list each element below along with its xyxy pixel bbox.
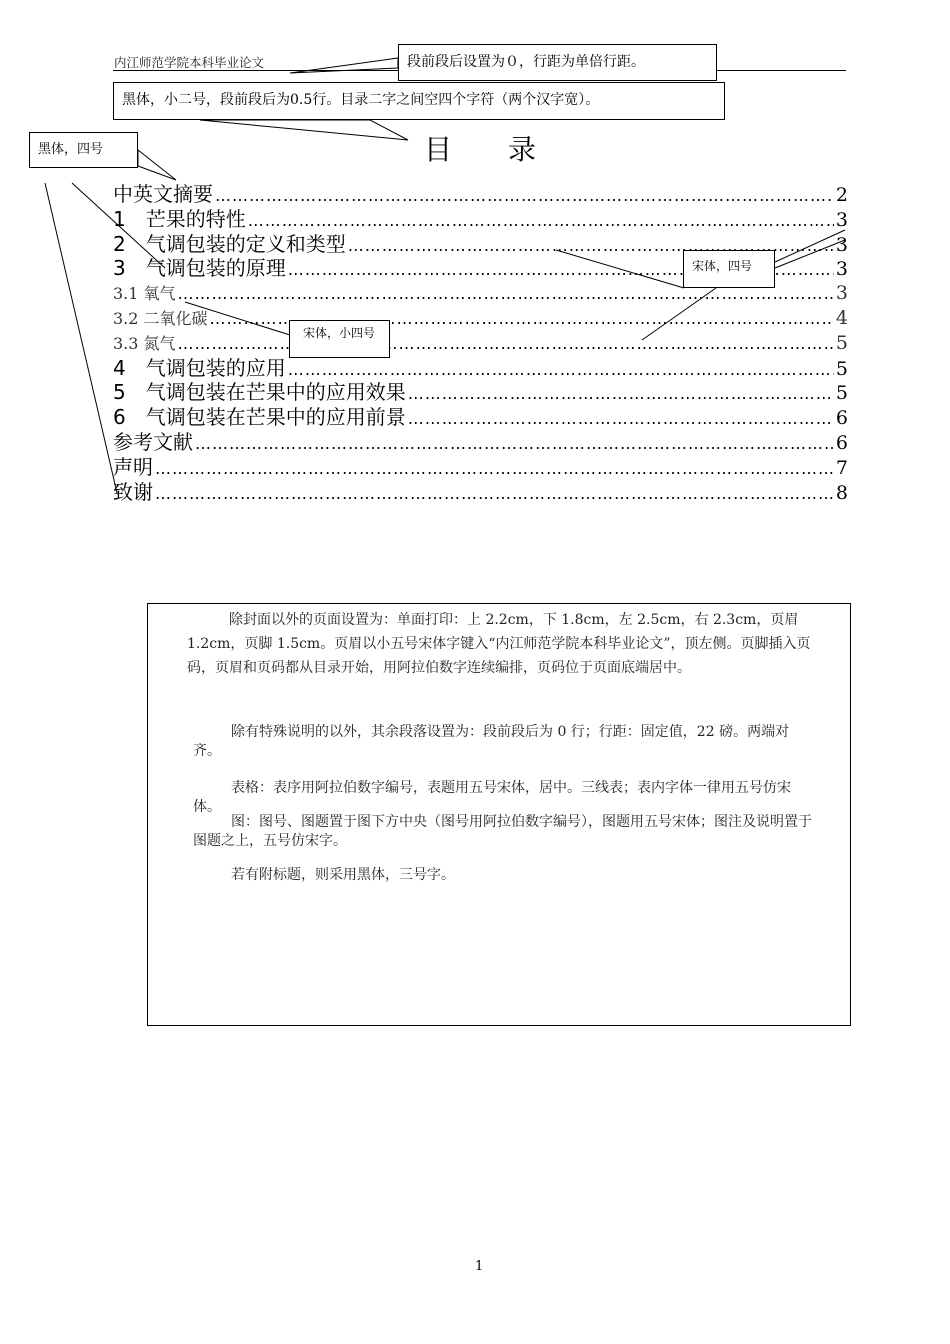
- toc-entry[interactable]: [113, 480, 848, 505]
- level1-font-callout: 黑体，四号: [29, 132, 138, 168]
- toc-entry-page: 3: [835, 208, 848, 231]
- toc-title-left: 目: [424, 133, 453, 166]
- toc-leader: [408, 407, 834, 432]
- toc-entry-text: 参考文献: [113, 429, 193, 454]
- toc-entry-text: 3.1 氧气: [113, 284, 176, 304]
- formatting-notes-box: [147, 603, 851, 1026]
- toc-entry-page: 3: [835, 282, 848, 305]
- toc-entry-text: 3.2 二氧化碳: [113, 308, 208, 328]
- toc-entry-page: 3: [835, 233, 848, 256]
- toc-entry-text: 3.3 氮气: [113, 333, 176, 353]
- level1-callout-pointer: [138, 150, 176, 180]
- toc-entry-page: 7: [835, 456, 848, 479]
- notes-paragraph: 除有特殊说明的以外，其余段落设置为：段前段后为 0 行；行距：固定值，22 磅。两端对齐。: [193, 724, 790, 759]
- page-header: 内江师范学院本科毕业论文: [114, 55, 265, 70]
- toc-entry[interactable]: [113, 207, 848, 232]
- toc-entry-text: 5 气调包装在芒果中的应用效果: [113, 380, 406, 405]
- toc-leader: [155, 457, 834, 482]
- toc-entry-text: 4 气调包装的应用: [113, 355, 286, 380]
- toc-entry-text: 1 芒果的特性: [113, 206, 246, 231]
- toc-leader: [248, 209, 834, 234]
- toc-entry[interactable]: [113, 455, 848, 480]
- toc-leader: [178, 332, 834, 357]
- notes-paragraph: 除封面以外的页面设置为：单面打印：上 2.2cm，下 1.8cm，左 2.5cm，右 2.3cm，页眉 1.2cm，页脚 1.5cm。页眉以小五号宋体字键入“内江师范学院本科毕业论文”，顶左侧。页脚插入页码，页眉和页码都从目录开始，用阿拉伯数字连续编排，页码位于页面底端居中。: [187, 612, 811, 676]
- toc-entry-page: 4: [835, 306, 848, 329]
- toc-entry-text: 6 气调包装在芒果中的应用前景: [113, 405, 406, 430]
- toc-entry[interactable]: [113, 306, 848, 331]
- toc-entry-text: 声明: [113, 454, 153, 479]
- level2-font-callout: 宋体，小四号: [289, 320, 390, 358]
- toc-entry-page: 5: [835, 357, 848, 380]
- toc-entry-page: 6: [835, 431, 848, 454]
- toc-entry-text: 3 气调包装的原理: [113, 256, 286, 281]
- toc-entry-text: 中英文摘要: [113, 182, 213, 206]
- toc-entry-text: 2 气调包装的定义和类型: [113, 231, 346, 256]
- toc-title: [424, 128, 536, 168]
- page-number: 1: [475, 1259, 484, 1274]
- toc-entry-page: 3: [835, 258, 848, 281]
- toc-entry[interactable]: [113, 356, 848, 381]
- toc-entry-text: 致谢: [113, 479, 153, 504]
- toc-entry-page: 5: [835, 382, 848, 405]
- toc-leader: [288, 358, 834, 383]
- toc-entry-page: 2: [835, 184, 848, 206]
- notes-paragraph: 图：图号、图题置于图下方中央（图号用阿拉伯数字编号），图题用五号宋体；图注及说明置于图题之上，五号仿宋字。: [193, 814, 812, 849]
- leader-line: [45, 183, 117, 493]
- toc-entry-page: 5: [835, 331, 848, 354]
- toc-list: [113, 182, 848, 504]
- notes-paragraph: 表格：表序用阿拉伯数字编号，表题用五号宋体，居中。三线表；表内字体一律用五号仿宋体。: [193, 780, 791, 815]
- toc-leader: [215, 184, 834, 209]
- header-spacing-callout: 段前段后设置为０，行距为单倍行距。: [398, 44, 717, 81]
- notes-paragraph: 若有附标题，则采用黑体，三号字。: [231, 867, 455, 883]
- toc-leader: [195, 432, 834, 457]
- title-callout-pointer: [200, 120, 408, 140]
- toc-entry[interactable]: [113, 331, 848, 356]
- toc-leader: [155, 482, 834, 507]
- toc-entry-page: 6: [835, 407, 848, 430]
- toc-entry[interactable]: [113, 430, 848, 455]
- title-format-callout: 黑体，小二号，段前段后为0.5行。目录二字之间空四个字符（两个汉字宽）。: [113, 82, 725, 120]
- toc-entry[interactable]: [113, 405, 848, 430]
- page-font-callout: 宋体，四号: [683, 250, 775, 288]
- toc-leader: [408, 382, 834, 407]
- toc-title-right: 录: [508, 133, 537, 166]
- toc-entry-page: 8: [835, 481, 848, 504]
- toc-entry[interactable]: [113, 182, 848, 207]
- toc-entry[interactable]: [113, 380, 848, 405]
